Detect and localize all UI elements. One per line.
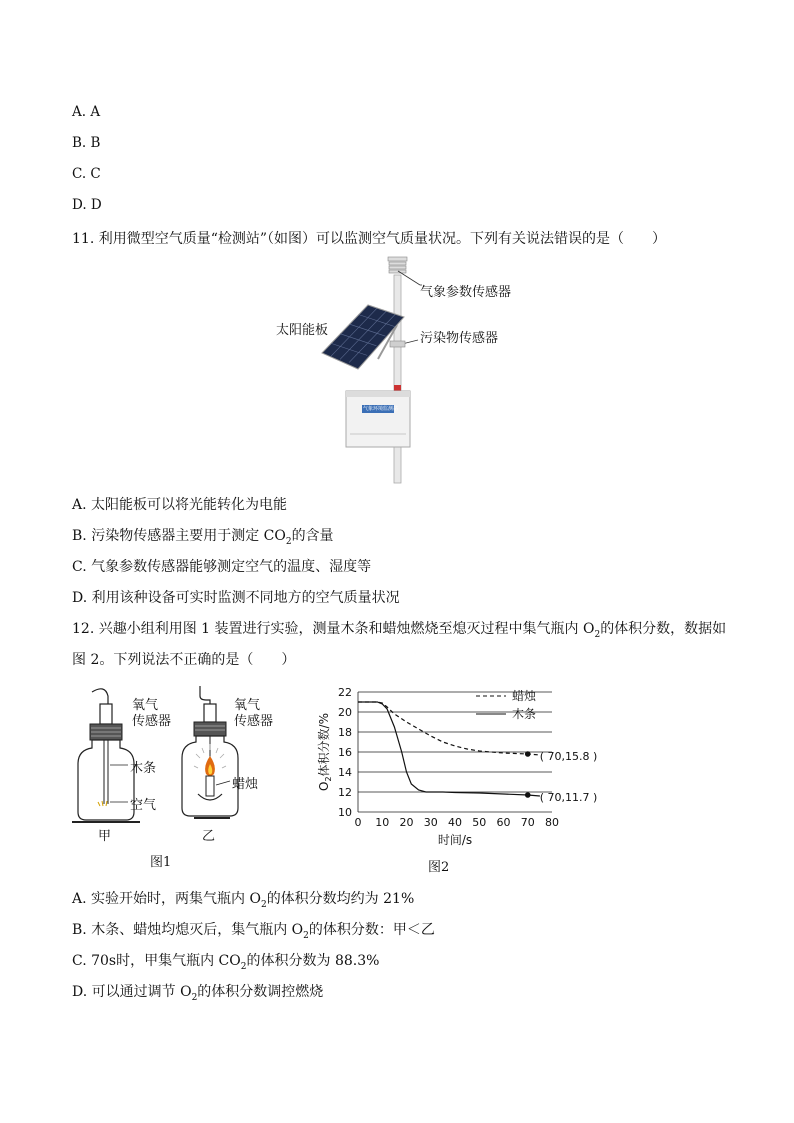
wood-label: 木条 bbox=[130, 761, 157, 776]
fig1-caption: 图1 bbox=[150, 855, 172, 870]
y-tick-label: 16 bbox=[338, 746, 352, 759]
y-tick-label: 20 bbox=[338, 706, 352, 719]
data-point-2 bbox=[525, 792, 531, 798]
q11-option-d: D. 利用该种设备可实时监测不同地方的空气质量状况 bbox=[72, 590, 400, 606]
o2-chart bbox=[310, 678, 640, 878]
prev-option-c: C. C bbox=[72, 166, 101, 182]
solar-panel-label: 太阳能板 bbox=[276, 323, 329, 338]
q11-option-b: B. 污染物传感器主要用于测定 $CO_2$的含量 bbox=[72, 528, 334, 547]
x-tick-label: 80 bbox=[545, 816, 559, 829]
q11-option-a: A. 太阳能板可以将光能转化为电能 bbox=[72, 497, 288, 513]
q11-figure bbox=[270, 255, 530, 485]
sensor-label-b: 氧气 传感器 bbox=[234, 698, 274, 729]
air-label: 空气 bbox=[130, 798, 157, 813]
y-axis-label-sub: 2 bbox=[324, 776, 333, 782]
q12-option-a: A. 实验开始时，两集气瓶内 $O_2$的体积分数均约为 21% bbox=[72, 891, 415, 910]
pollutant-sensor-label: 污染物传感器 bbox=[420, 331, 499, 346]
sensor-label-a: 氧气 传感器 bbox=[132, 698, 172, 729]
data-point-1 bbox=[525, 751, 531, 757]
x-tick-label: 30 bbox=[423, 816, 438, 829]
prev-option-d: D. D bbox=[72, 197, 102, 213]
fig2-caption: 图2 bbox=[428, 860, 450, 875]
x-tick-label: 50 bbox=[472, 816, 487, 829]
prev-option-b: B. B bbox=[72, 135, 101, 151]
x-tick-label: 70 bbox=[520, 816, 535, 829]
weather-sensor-label: 气象参数传感器 bbox=[420, 285, 512, 300]
y-tick-label: 22 bbox=[338, 686, 352, 699]
y-tick-label: 18 bbox=[338, 726, 352, 739]
data-point-label-1: ( 70,15.8 ) bbox=[539, 750, 598, 763]
x-tick-label: 60 bbox=[496, 816, 511, 829]
q12-option-d: D. 可以通过调节 $O_2$的体积分数调控燃烧 bbox=[72, 984, 324, 1003]
y-axis-label-part: O bbox=[317, 781, 331, 791]
station-box-label: 气象环境监测站 bbox=[363, 406, 399, 412]
candle-label: 蜡烛 bbox=[232, 777, 259, 792]
data-point-label-2: ( 70,11.7 ) bbox=[539, 791, 598, 804]
y-tick-label: 12 bbox=[338, 786, 352, 799]
y-axis-label bbox=[316, 713, 333, 791]
q12-figure-2 bbox=[310, 678, 640, 878]
x-tick-label: 20 bbox=[399, 816, 414, 829]
x-tick-label: 10 bbox=[375, 816, 390, 829]
q12-figure-1 bbox=[70, 680, 310, 875]
y-tick-label: 14 bbox=[338, 766, 352, 779]
x-tick-label: 0 bbox=[354, 816, 362, 829]
y-axis-label-part: 体积分数/% bbox=[317, 713, 331, 777]
q12-option-c: C. 70s时，甲集气瓶内 $CO_2$的体积分数为 88.3% bbox=[72, 953, 380, 972]
legend-label-2: 木条 bbox=[512, 707, 537, 721]
q11-option-c: C. 气象参数传感器能够测定空气的温度、湿度等 bbox=[72, 559, 372, 575]
x-tick-label: 40 bbox=[448, 816, 462, 829]
jar-b-label: 乙 bbox=[202, 829, 216, 844]
jar-a-label: 甲 bbox=[98, 829, 112, 844]
q12-stem-line1: 12. 兴趣小组利用图 1 装置进行实验，测量木条和蜡烛燃烧至熄灭过程中集气瓶内 $O_2$的体积分数，数据如 bbox=[72, 621, 727, 640]
y-tick-label: 10 bbox=[338, 806, 352, 819]
legend-label-1: 蜡烛 bbox=[512, 689, 537, 703]
x-axis-label: 时间/s bbox=[437, 833, 473, 847]
q12-stem-line2: 图 2。下列说法不正确的是（ ） bbox=[72, 652, 296, 668]
q12-option-b: B. 木条、蜡烛均熄灭后，集气瓶内 $O_2$的体积分数：甲＜乙 bbox=[72, 922, 435, 941]
q11-stem: 11. 利用微型空气质量“检测站”（如图）可以监测空气质量状况。下列有关说法错误的是（ ） bbox=[72, 231, 667, 247]
jars-illustration bbox=[70, 680, 310, 875]
prev-option-a: A. A bbox=[72, 104, 101, 120]
